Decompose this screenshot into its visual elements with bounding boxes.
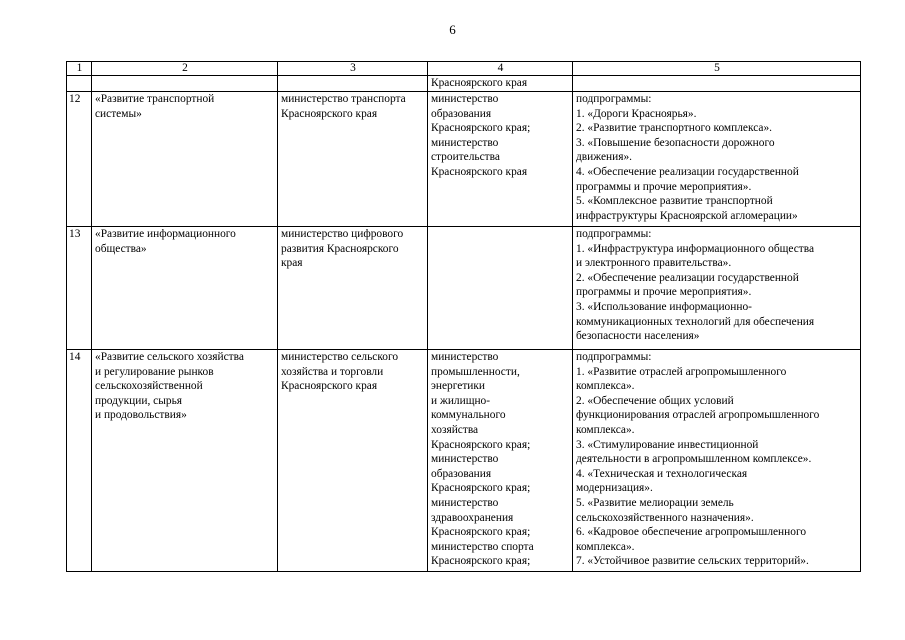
table-row-12 (67, 92, 861, 227)
cont-cell-3 (278, 76, 428, 92)
co-executor-line: министерство спорта (431, 540, 534, 553)
program-line: «Развитие информационного (95, 228, 236, 240)
table-row-14 (67, 350, 861, 572)
executor-line: министерство цифрового (281, 228, 404, 240)
co-executor-line: министерство (431, 351, 499, 363)
executor-line: министерство транспорта (281, 93, 406, 105)
co-executor-line: министерство (431, 136, 499, 149)
co-executors-cell (428, 350, 573, 572)
executor-line: развития Красноярского (281, 242, 399, 255)
subprogram-line: 1. «Инфраструктура информационного общества (576, 242, 815, 255)
program-name-cell (92, 92, 278, 227)
co-executor-line: образования (431, 467, 492, 480)
cont-cell-4 (428, 76, 573, 92)
executor-cell (278, 227, 428, 350)
program-line: и регулирование рынков (95, 365, 214, 378)
subprogram-line: функционирования отраслей агропромышленного (576, 409, 820, 422)
program-name-cell (92, 350, 278, 572)
co-executor-line: и жилищно- (431, 394, 491, 407)
subprograms-cell (573, 350, 861, 572)
co-executor-line: энергетики (431, 380, 486, 393)
co-executor-line: хозяйства (431, 423, 479, 436)
subprogram-line: подпрограммы: (576, 351, 652, 363)
subprogram-line: 3. «Использование информационно- (576, 300, 752, 313)
row-number: 14 (67, 350, 92, 572)
co-executor-line: Красноярского края; (431, 122, 531, 135)
subprogram-line: 1. «Развитие отраслей агропромышленного (576, 365, 787, 378)
subprogram-line: 1. «Дороги Красноярья». (576, 107, 697, 120)
co-executor-line: образования (431, 107, 492, 120)
subprogram-line: подпрограммы: (576, 228, 652, 240)
row-number: 13 (67, 227, 92, 350)
header-col-3: 3 (278, 62, 428, 76)
subprogram-line: деятельности в агропромышленном комплексе». (576, 453, 812, 466)
subprogram-line: модернизация». (576, 482, 653, 495)
cont-cell-1 (67, 76, 92, 92)
co-executor-line: министерство (431, 453, 499, 466)
subprogram-line: комплекса». (576, 423, 635, 436)
program-line: «Развитие транспортной (95, 93, 215, 105)
cont-cell-5 (573, 76, 861, 92)
header-row (67, 62, 861, 76)
subprograms-cell (573, 92, 861, 227)
subprogram-line: инфраструктуры Красноярской агломерации» (576, 209, 798, 222)
page-number: 6 (449, 22, 456, 37)
header-col-1: 1 (67, 62, 92, 76)
co-executor-line: министерство (431, 93, 499, 105)
subprogram-line: 7. «Устойчивое развитие сельских территорий». (576, 555, 809, 568)
program-line: продукции, сырья (95, 394, 183, 407)
executor-line: края (281, 257, 303, 270)
cont-text: Красноярского края (431, 77, 528, 89)
subprogram-line: 5. «Комплексное развитие транспортной (576, 195, 773, 208)
subprogram-line: 3. «Стимулирование инвестиционной (576, 438, 759, 451)
co-executor-line: здравоохранения (431, 511, 514, 524)
co-executors-cell (428, 227, 573, 350)
program-line: «Развитие сельского хозяйства (95, 351, 244, 363)
row-number: 12 (67, 92, 92, 227)
co-executor-line: промышленности, (431, 365, 520, 378)
subprogram-line: подпрограммы: (576, 93, 652, 105)
program-line: общества» (95, 242, 147, 255)
program-line: системы» (95, 107, 142, 120)
executor-line: Красноярского края (281, 380, 378, 393)
executor-line: министерство сельского (281, 351, 399, 363)
subprogram-line: сельскохозяйственного назначения». (576, 511, 754, 524)
subprogram-line: 4. «Обеспечение реализации государственной (576, 165, 799, 178)
subprogram-line: комплекса». (576, 380, 635, 393)
subprogram-line: движения». (576, 151, 633, 164)
subprogram-line: 2. «Обеспечение общих условий (576, 394, 734, 407)
subprogram-line: 4. «Техническая и технологическая (576, 467, 748, 480)
subprogram-line: комплекса». (576, 540, 635, 553)
co-executor-line: Красноярского края; (431, 438, 531, 451)
subprogram-line: 2. «Развитие транспортного комплекса». (576, 122, 773, 135)
co-executor-line: министерство (431, 496, 499, 509)
subprogram-line: 5. «Развитие мелиорации земель (576, 496, 734, 509)
executor-cell (278, 92, 428, 227)
header-col-2: 2 (92, 62, 278, 76)
cont-cell-2 (92, 76, 278, 92)
program-name-cell (92, 227, 278, 350)
header-col-4: 4 (428, 62, 573, 76)
subprogram-line: программы и прочие мероприятия». (576, 180, 752, 193)
co-executor-line: Красноярского края; (431, 526, 531, 539)
co-executor-line: Красноярского края; (431, 482, 531, 495)
executor-cell (278, 350, 428, 572)
co-executors-cell (428, 92, 573, 227)
program-line: сельскохозяйственной (95, 380, 203, 393)
co-executor-line: Красноярского края; (431, 555, 531, 568)
subprogram-line: 2. «Обеспечение реализации государственной (576, 271, 799, 284)
co-executor-line: Красноярского края (431, 165, 528, 178)
co-executor-line: коммунального (431, 409, 506, 422)
subprogram-line: коммуникационных технологий для обеспечения (576, 315, 815, 328)
header-col-5: 5 (573, 62, 861, 76)
executor-line: Красноярского края (281, 107, 378, 120)
co-executor-line: строительства (431, 151, 500, 164)
subprogram-line: и электронного правительства». (576, 257, 732, 270)
program-line: и продовольствия» (95, 409, 187, 422)
subprograms-cell (573, 227, 861, 350)
subprogram-line: программы и прочие мероприятия». (576, 286, 752, 299)
subprogram-line: безопасности населения» (576, 330, 700, 343)
subprogram-line: 3. «Повышение безопасности дорожного (576, 136, 775, 149)
table-row-13 (67, 227, 861, 350)
subprogram-line: 6. «Кадровое обеспечение агропромышленного (576, 526, 807, 539)
continuation-row (67, 76, 861, 92)
programs-table (66, 61, 861, 572)
executor-line: хозяйства и торговли (281, 365, 384, 378)
